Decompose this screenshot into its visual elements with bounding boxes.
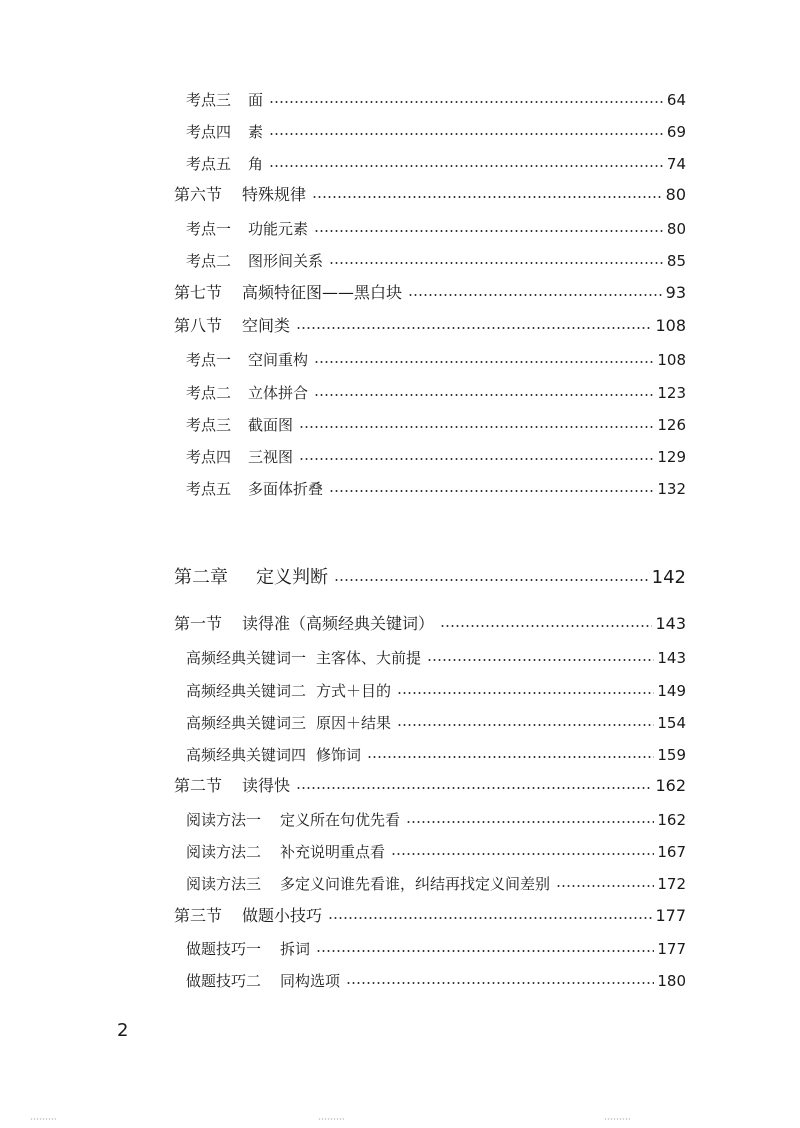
toc-entry-title: 读得准（高频经典关键词） (242, 614, 435, 633)
toc-entry-label: 高频经典关键词一 (186, 649, 307, 667)
dot-leader (367, 756, 654, 758)
toc-entry (186, 648, 686, 668)
dot-leader (397, 724, 654, 726)
toc-entry (186, 681, 686, 701)
toc-entry-page: 108 (655, 316, 686, 335)
toc-entry-label: 做题技巧一 (186, 940, 262, 958)
toc-entry-title: 面 (248, 91, 264, 109)
toc-entry (186, 842, 686, 862)
toc-entry (186, 90, 686, 110)
toc-entry-page: 80 (666, 220, 686, 238)
toc-entry-label: 考点二 (186, 252, 232, 270)
toc-entry-title: 图形间关系 (248, 252, 324, 270)
toc-entry (186, 713, 686, 733)
toc-section-entry (174, 185, 686, 205)
dot-leader (440, 625, 652, 627)
toc-entry-title: 补充说明重点看 (280, 843, 386, 861)
toc-entry-title: 多面体折叠 (248, 480, 324, 498)
toc-entry-label: 考点三 (186, 91, 232, 109)
dot-leader (269, 165, 664, 167)
scan-artifact (604, 1118, 630, 1120)
toc-entry (186, 350, 686, 370)
dot-leader (314, 230, 664, 232)
toc-section-entry (174, 614, 686, 634)
toc-entry-label: 考点五 (186, 480, 232, 498)
toc-entry-page: 74 (666, 155, 686, 173)
dot-leader (329, 490, 654, 492)
toc-entry-page: 126 (657, 416, 686, 434)
toc-entry (186, 154, 686, 174)
toc-entry-page: 143 (655, 614, 686, 633)
toc-entry-label: 阅读方法三 (186, 875, 262, 893)
dot-leader (299, 458, 654, 460)
toc-chapter-entry (174, 566, 686, 590)
toc-entry-title: 特殊规律 (242, 185, 307, 204)
toc-entry (186, 745, 686, 765)
toc-entry-title: 功能元素 (248, 220, 309, 238)
toc-entry-page: 162 (655, 776, 686, 795)
toc-entry-page: 129 (657, 448, 686, 466)
toc-entry-title: 做题小技巧 (242, 906, 323, 925)
toc-entry (186, 415, 686, 435)
toc-entry-label: 第七节 (174, 283, 223, 302)
toc-entry (186, 447, 686, 467)
toc-entry-label: 阅读方法二 (186, 843, 262, 861)
dot-leader (329, 262, 664, 264)
toc-entry-title: 立体拼合 (248, 384, 309, 402)
toc-entry-label: 高频经典关键词四 (186, 746, 307, 764)
toc-entry-title: 截面图 (248, 416, 294, 434)
dot-leader (314, 394, 654, 396)
toc-entry (186, 479, 686, 499)
toc-entry-label: 考点三 (186, 416, 232, 434)
dot-leader (269, 133, 664, 135)
toc-entry-label: 第三节 (174, 906, 223, 925)
toc-entry (186, 971, 686, 991)
toc-entry-label: 第二节 (174, 776, 223, 795)
dot-leader (296, 787, 652, 789)
toc-entry-label: 考点四 (186, 123, 232, 141)
toc-entry-title: 多定义问谁先看谁，纠结再找定义间差别 (280, 875, 551, 893)
toc-entry-page: 93 (665, 283, 686, 302)
toc-entry-page: 154 (657, 714, 686, 732)
dot-leader (328, 917, 652, 919)
scan-artifact (30, 1118, 56, 1120)
toc-entry-page: 132 (657, 480, 686, 498)
toc-entry-label: 做题技巧二 (186, 972, 262, 990)
toc-entry-page: 149 (657, 682, 686, 700)
toc-entry-title: 素 (248, 123, 264, 141)
dot-leader (556, 885, 654, 887)
toc-entry (186, 122, 686, 142)
dot-leader (408, 294, 663, 296)
toc-entry-page: 69 (666, 123, 686, 141)
toc-entry-title: 高频特征图——黑白块 (242, 283, 403, 302)
toc-entry-page: 162 (657, 811, 686, 829)
dot-leader (296, 327, 652, 329)
toc-entry-page: 143 (657, 649, 686, 667)
page-number: 2 (117, 1020, 129, 1041)
toc-entry-title: 空间重构 (248, 351, 309, 369)
toc-section-entry (174, 316, 686, 336)
toc-entry-page: 167 (657, 843, 686, 861)
toc-section-entry (174, 906, 686, 926)
toc-entry-label: 考点五 (186, 155, 232, 173)
toc-entry-label: 考点四 (186, 448, 232, 466)
toc-entry-label: 高频经典关键词三 (186, 714, 307, 732)
toc-entry-page: 64 (666, 91, 686, 109)
dot-leader (406, 821, 654, 823)
toc-entry-label: 考点一 (186, 351, 232, 369)
toc-entry-page: 123 (657, 384, 686, 402)
toc-entry-title: 修饰词 (316, 746, 362, 764)
dot-leader (346, 982, 654, 984)
toc-entry (186, 383, 686, 403)
dot-leader (427, 659, 654, 661)
toc-entry-page: 85 (666, 252, 686, 270)
toc-entry-page: 108 (657, 351, 686, 369)
toc-entry (186, 810, 686, 830)
toc-entry-page: 172 (657, 875, 686, 893)
toc-entry-title: 同构选项 (280, 972, 341, 990)
toc-entry (186, 219, 686, 239)
toc-entry-label: 第二章 (174, 567, 228, 588)
toc-entry-title: 方式＋目的 (316, 682, 392, 700)
toc-entry-title: 空间类 (242, 316, 291, 335)
toc-entry-label: 第八节 (174, 316, 223, 335)
toc-entry-label: 阅读方法一 (186, 811, 262, 829)
toc-entry (186, 874, 686, 894)
toc-section-entry (174, 283, 686, 303)
toc-entry (186, 251, 686, 271)
toc-entry-label: 考点一 (186, 220, 232, 238)
dot-leader (334, 579, 649, 581)
toc-entry-label: 考点二 (186, 384, 232, 402)
dot-leader (391, 853, 654, 855)
toc-entry-title: 拆词 (280, 940, 311, 958)
toc-entry-title: 定义所在句优先看 (280, 811, 401, 829)
toc-entry-page: 177 (655, 906, 686, 925)
toc-entry-page: 142 (651, 567, 686, 588)
toc-section-entry (174, 776, 686, 796)
toc-entry-title: 定义判断 (256, 567, 328, 588)
toc-entry-page: 159 (657, 746, 686, 764)
toc-entry-title: 原因＋结果 (316, 714, 392, 732)
toc-entry-page: 80 (665, 185, 686, 204)
toc-entry-label: 第一节 (174, 614, 223, 633)
toc-entry-page: 177 (657, 940, 686, 958)
dot-leader (397, 692, 654, 694)
dot-leader (314, 361, 654, 363)
dot-leader (312, 196, 663, 198)
toc-entry (186, 939, 686, 959)
dot-leader (299, 426, 654, 428)
toc-entry-title: 角 (248, 155, 264, 173)
toc-entry-label: 第六节 (174, 185, 223, 204)
dot-leader (269, 101, 664, 103)
dot-leader (316, 950, 654, 952)
scan-artifact (318, 1118, 344, 1120)
toc-entry-label: 高频经典关键词二 (186, 682, 307, 700)
toc-entry-page: 180 (657, 972, 686, 990)
toc-entry-title: 读得快 (242, 776, 291, 795)
toc-entry-title: 三视图 (248, 448, 294, 466)
toc-entry-title: 主客体、大前提 (316, 649, 422, 667)
